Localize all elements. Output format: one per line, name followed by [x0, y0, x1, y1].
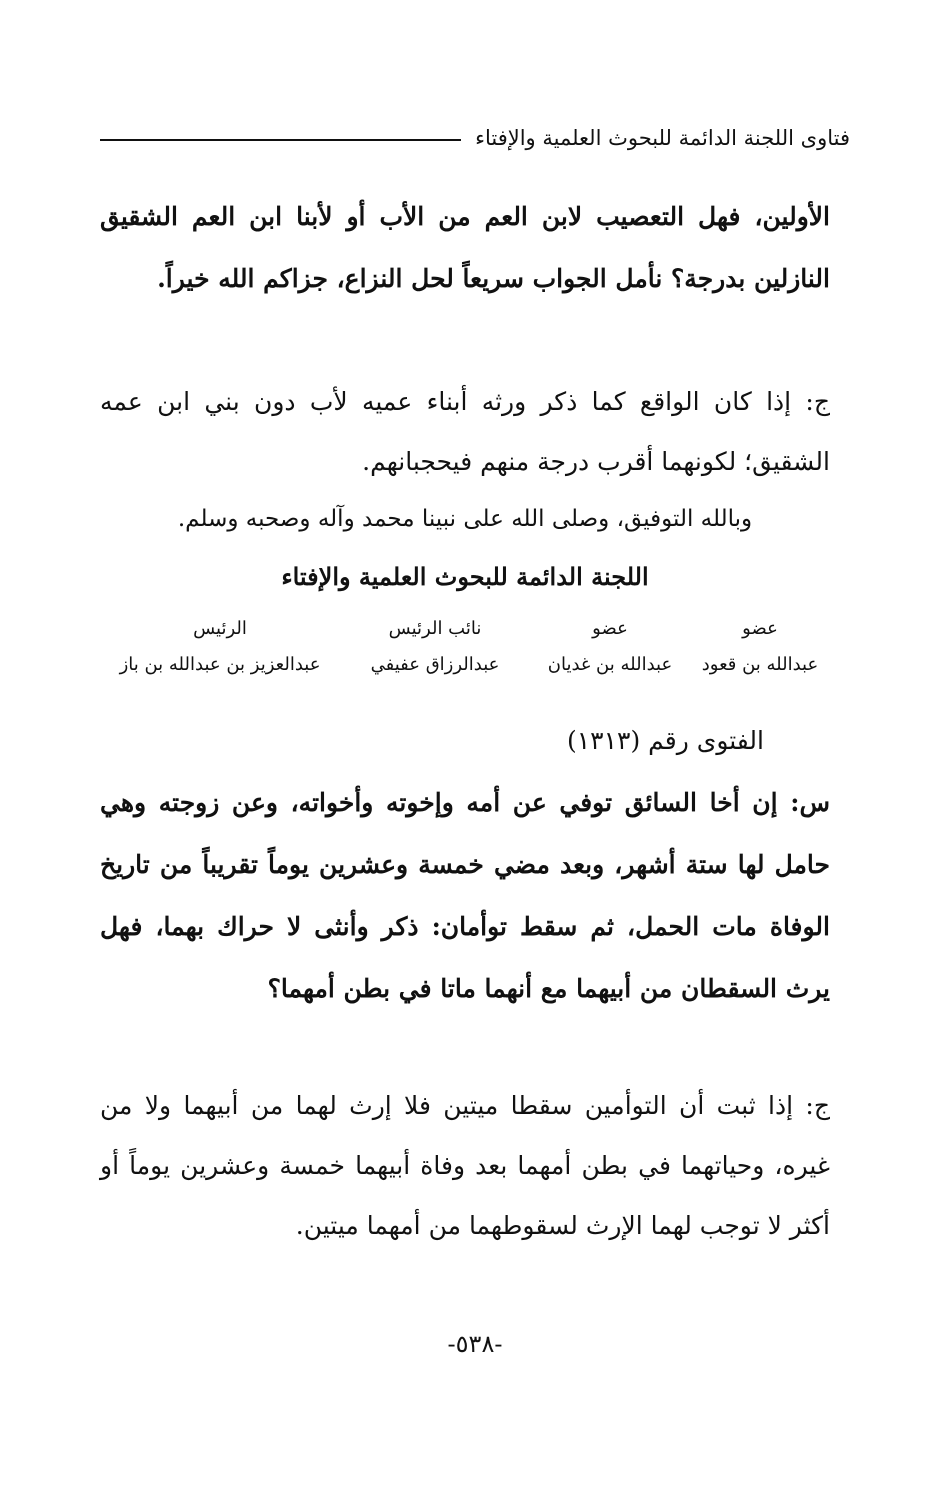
closing-line: وبالله التوفيق، وصلى الله على نبينا محمد وآله وصحبه وسلم.: [177, 506, 753, 532]
signatures-grid: [100, 612, 830, 684]
signatory-name: عبدالرزاق عفيفي: [370, 654, 500, 675]
signatory-role: نائب الرئيس: [388, 618, 482, 639]
signatory-name: عبدالعزيز بن عبدالله بن باز: [119, 654, 321, 675]
signatory-role: عضو: [592, 618, 628, 639]
answer-paragraph-2: ج: إذا ثبت أن التوأمين سقطا ميتين فلا إرث لهما من أبيهما ولا من غيره، وحياتهما في بطن أمهما بعد وفاة أبيهما خمسة وعشرين يوماً أو أكثر لا توجب لهما الإرث لسقوطهما من أمهما ميتين.: [100, 1091, 830, 1240]
question-paragraph-2: س: إن أخا السائق توفي عن أمه وإخوته وأخواته، وعن زوجته وهي حامل لها ستة أشهر، وبعد مضي خمسة وعشرين يوماً تقريباً من تاريخ الوفاة مات الحمل، ثم سقط توأمان: ذكر وأنثى لا حراك بهما، فهل يرث السقطان من أبيهما مع أنهما ماتا في بطن أمهما؟: [100, 788, 830, 1003]
answer-paragraph-1: ج: إذا كان الواقع كما ذكر ورثه أبناء عميه لأب دون بني ابن عمه الشقيق؛ لكونهما أقرب درجة منهم فيحجبانهم.: [100, 387, 830, 476]
running-title: فتاوى اللجنة الدائمة للبحوث العلمية والإفتاء: [475, 126, 850, 150]
header-rule: [100, 139, 461, 141]
signatory-name: عبدالله بن قعود: [701, 654, 819, 675]
signatory-role: عضو: [742, 618, 778, 639]
page-number: -٥٣٨-: [447, 1330, 503, 1358]
signatory-role: الرئيس: [193, 618, 247, 639]
signatory-name: عبدالله بن غديان: [547, 654, 673, 675]
fatwa-number-heading: الفتوى رقم (١٣١٣): [566, 726, 764, 755]
committee-name: اللجنة الدائمة للبحوث العلمية والإفتاء: [281, 562, 649, 591]
running-header: [100, 118, 850, 158]
question-continued-paragraph: الأولين، فهل التعصيب لابن العم من الأب أو لأبنا ابن العم الشقيق النازلين بدرجة؟ نأمل الجواب سريعاً لحل النزاع، جزاكم الله خيراً.: [100, 202, 830, 293]
